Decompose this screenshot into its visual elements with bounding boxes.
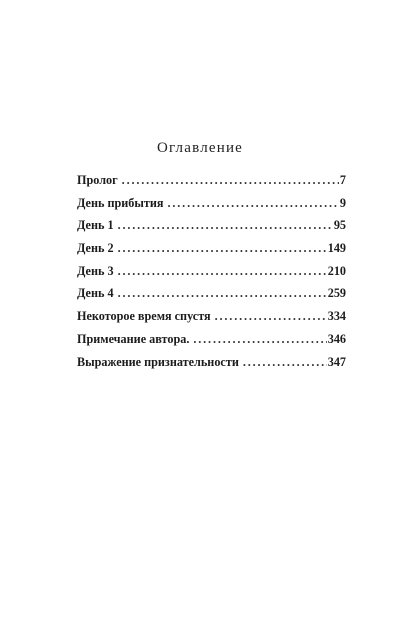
dot-leader: [168, 196, 339, 211]
dot-leader: [118, 218, 333, 233]
dot-leader: [118, 264, 327, 279]
toc-entry-label: День 2: [77, 241, 114, 256]
toc-entry-page: 149: [327, 241, 346, 256]
dot-leader: [193, 332, 326, 347]
toc-entry-label: Пролог: [77, 173, 118, 187]
toc-entry-label: Выражение признательности: [77, 354, 239, 369]
dot-leader: [122, 173, 339, 188]
dot-leader: [118, 241, 327, 256]
toc-entry-page: 259: [327, 286, 346, 301]
toc-entry-day-3[interactable]: [77, 264, 346, 287]
toc-entry-page: 9: [339, 195, 346, 210]
toc-entry-prologue[interactable]: [77, 173, 346, 196]
dot-leader: [118, 286, 327, 301]
toc-entry-page: 7: [339, 173, 346, 187]
toc-entry-label: День 4: [77, 286, 114, 301]
toc-entry-arrival-day[interactable]: [77, 196, 346, 219]
toc-entry-author-note[interactable]: [77, 332, 346, 355]
toc-heading: Оглавление: [156, 140, 244, 156]
toc-entry-page: 346: [327, 331, 346, 346]
toc-entry-acknowledgements[interactable]: [77, 355, 346, 378]
toc-entry-page: 210: [327, 263, 346, 278]
dot-leader: [215, 309, 327, 324]
table-of-contents: [77, 173, 346, 377]
toc-entry-some-time-later[interactable]: [77, 309, 346, 332]
toc-entry-day-1[interactable]: [77, 218, 346, 241]
toc-entry-day-4[interactable]: [77, 286, 346, 309]
toc-entry-label: Некоторое время спустя: [77, 309, 211, 324]
toc-entry-day-2[interactable]: [77, 241, 346, 264]
toc-entry-page: 95: [333, 218, 346, 233]
toc-entry-label: Примечание автора.: [77, 331, 190, 346]
toc-entry-label: День 3: [77, 263, 114, 278]
dot-leader: [243, 355, 327, 370]
toc-entry-page: 347: [327, 354, 346, 369]
toc-entry-label: День прибытия: [77, 195, 164, 210]
toc-entry-page: 334: [327, 309, 346, 324]
toc-entry-label: День 1: [77, 218, 114, 233]
